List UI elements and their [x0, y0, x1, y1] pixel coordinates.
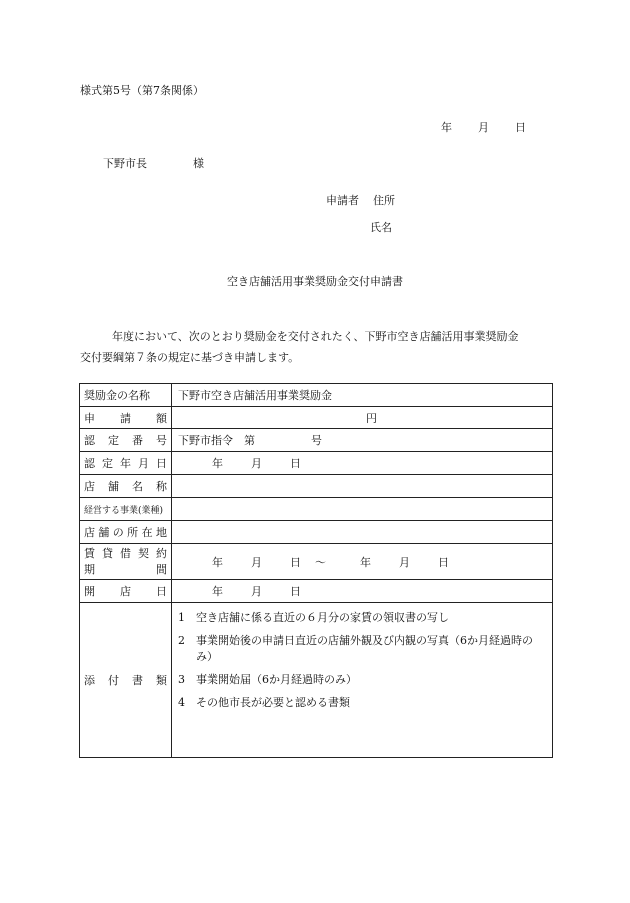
label-char: 所 [127, 526, 139, 539]
label-char: 付 [108, 674, 119, 687]
business-type-cell[interactable] [172, 498, 553, 521]
label-char: 認 [84, 457, 95, 470]
label-char: 月 [138, 457, 149, 470]
row-label [84, 583, 167, 599]
to-year-label: 年 [360, 555, 371, 569]
label-char: 店 [120, 585, 131, 598]
cert-prefix: 下野市指令 第 [178, 434, 255, 447]
row-label-line-2 [84, 562, 167, 578]
store-name-cell[interactable] [172, 475, 553, 498]
label-char: 認 [84, 434, 95, 447]
attachment-text: その他市長が必要と認める書類 [196, 696, 350, 709]
table-row [80, 521, 553, 544]
cert-suffix: 号 [311, 434, 322, 447]
attachment-number: 3 [178, 673, 185, 686]
intro-line-2: 交付要綱第７条の規定に基づき申請します。 [80, 351, 300, 364]
label-char: 請 [120, 411, 131, 425]
label-char: 開 [84, 585, 95, 598]
label-char: 貸 [102, 546, 113, 560]
certification-date-cell[interactable] [172, 452, 553, 475]
applicant-label: 申請者 [326, 194, 359, 207]
label-char: 借 [120, 546, 131, 560]
row-label [84, 410, 167, 426]
date-day-label: 日 [515, 121, 526, 134]
table-row [80, 429, 553, 452]
label-char: 地 [155, 526, 167, 539]
attachment-text: 事業開始届（6か月経過時のみ） [196, 673, 357, 686]
attachment-item [178, 610, 546, 626]
label-char: 称 [156, 480, 167, 493]
to-day-label: 日 [438, 555, 449, 569]
attachments-cell [172, 603, 553, 758]
from-day-label: 日 [290, 555, 301, 569]
table-row [80, 452, 553, 475]
attachment-text: 事業開始後の申請日直近の店舗外観及び内観の写真（6か月経過時のみ） [196, 634, 533, 663]
honorific: 様 [193, 157, 204, 170]
attachment-item [178, 695, 546, 711]
row-label [84, 455, 167, 471]
label-char: 番 [132, 434, 143, 447]
label-char: 契 [138, 546, 149, 560]
row-label [84, 672, 167, 688]
row-label-line-1 [84, 546, 167, 562]
attachment-item [178, 672, 546, 688]
intro-paragraph [80, 326, 560, 368]
form-number: 様式第5号（第7条関係） [80, 84, 204, 97]
row-label: 奨励金の名称 [80, 384, 172, 407]
date-month-label: 月 [478, 121, 489, 134]
document-title: 空き店舗活用事業奨励金交付申請書 [227, 275, 403, 288]
label-char: 約 [156, 546, 167, 560]
label-char: 額 [156, 411, 167, 425]
yen-label: 円 [366, 411, 377, 425]
table-row [80, 475, 553, 498]
application-table [79, 383, 553, 758]
year-label: 年 [212, 585, 223, 598]
month-label: 月 [251, 457, 262, 470]
applicant-address [326, 192, 395, 208]
submission-date [441, 119, 526, 135]
label-char: 在 [141, 526, 153, 539]
attachment-text: 空き店舗に係る直近の６月分の家賃の領収書の写し [196, 611, 449, 624]
label-char: 類 [156, 674, 167, 687]
range-tilde: ～ [315, 555, 326, 569]
table-row [80, 407, 553, 429]
table-row [80, 498, 553, 521]
attachment-number: 1 [178, 611, 185, 624]
label-char: 書 [132, 674, 143, 687]
opening-date-cell[interactable] [172, 580, 553, 603]
address-label: 住所 [373, 194, 395, 207]
applicant-name-label: 氏名 [370, 221, 392, 234]
intro-line-1: 年度において、次のとおり奨励金を交付されたく、下野市空き店舗活用事業奨励金 [112, 330, 519, 343]
table-row [80, 603, 553, 758]
store-location-cell[interactable] [172, 521, 553, 544]
label-char: 名 [132, 480, 143, 493]
label-char: 間 [156, 562, 167, 576]
day-label: 日 [290, 585, 301, 598]
addressee-name: 下野市長 [103, 157, 147, 170]
attachment-number: 4 [178, 696, 185, 709]
label-char: 賃 [84, 546, 95, 560]
label-char: 期 [84, 562, 95, 576]
label-char: 定 [108, 434, 119, 447]
label-char: 舗 [98, 526, 110, 539]
certification-number-cell[interactable] [172, 429, 553, 452]
date-year-label: 年 [441, 121, 452, 134]
table-row [80, 544, 553, 580]
month-label: 月 [251, 585, 262, 598]
addressee [103, 155, 204, 171]
amount-cell[interactable] [172, 407, 553, 429]
lease-period-cell[interactable] [172, 544, 553, 580]
row-label [84, 524, 167, 540]
table-row [80, 384, 553, 407]
grant-name-value: 下野市空き店舗活用事業奨励金 [172, 384, 553, 407]
attachments-list [178, 603, 546, 711]
row-label [84, 478, 167, 494]
attachment-item [178, 633, 546, 665]
label-char: の [112, 526, 124, 539]
row-label: 経営する事業(業種) [84, 505, 164, 516]
label-char: 定 [102, 457, 113, 470]
label-char: 添 [84, 674, 95, 687]
label-char: 年 [120, 457, 131, 470]
from-month-label: 月 [251, 555, 262, 569]
label-char: 店 [84, 480, 95, 493]
from-year-label: 年 [212, 555, 223, 569]
to-month-label: 月 [399, 555, 410, 569]
attachment-number: 2 [178, 634, 185, 647]
day-label: 日 [290, 457, 301, 470]
label-char: 舗 [108, 480, 119, 493]
label-char: 店 [84, 526, 95, 539]
label-char: 申 [84, 411, 95, 425]
year-label: 年 [212, 457, 223, 470]
table-row [80, 580, 553, 603]
label-char: 日 [156, 457, 167, 470]
label-char: 日 [156, 585, 167, 598]
row-label [84, 432, 167, 448]
label-char: 号 [156, 434, 167, 447]
